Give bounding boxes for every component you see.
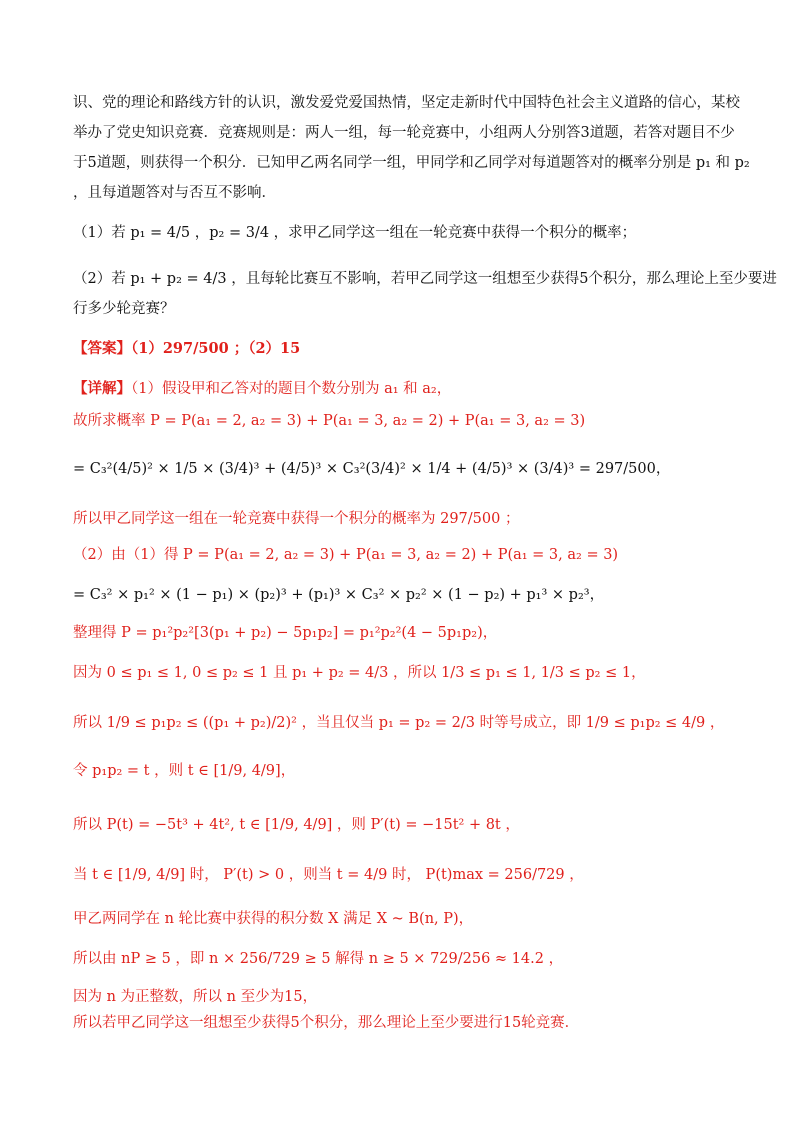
detail-line-14: 所以由 nP ≥ 5 ，即 n × 256/729 ≥ 5 解得 n ≥ 5 × 729/256 ≈ 14.2 ，: [73, 951, 564, 967]
problem-line-4: ，且每道题答对与否互不影响．: [73, 185, 276, 201]
detail-line-11: 所以 P(t) = −5t³ + 4t², t ∈ [1/9, 4/9] ，则 P′(t) = −15t² + 8t ，: [73, 817, 520, 833]
answer-line: [73, 338, 733, 360]
question-1: （1）若 p₁ = 4/5 ，p₂ = 3/4 ，求甲乙同学这一组在一轮竞赛中获得一个积分的概率；: [73, 225, 637, 241]
detail-line-3: = C₃²(4/5)² × 1/5 × (3/4)³ + (4/5)³ × C₃²(3/4)² × 1/4 + (4/5)³ × (3/4)³ = 297/500，: [73, 461, 671, 477]
detail-line-10: 令 p₁p₂ = t ，则 t ∈ [1/9, 4/9]，: [73, 763, 296, 779]
detail-line-2: 故所求概率 P = P(a₁ = 2, a₂ = 3) + P(a₁ = 3, a₂ = 2) + P(a₁ = 3, a₂ = 3): [73, 413, 586, 429]
detail-line-6: = C₃² × p₁² × (1 − p₁) × (p₂)³ + (p₁)³ × C₃² × p₂² × (1 − p₂) + p₁³ × p₂³，: [73, 587, 605, 603]
question-2-cont: 行多少轮竞赛？: [73, 301, 175, 317]
detail-line-5: （2）由（1）得 P = P(a₁ = 2, a₂ = 3) + P(a₁ = 3, a₂ = 2) + P(a₁ = 3, a₂ = 3): [73, 547, 619, 563]
detail-line-8: 因为 0 ≤ p₁ ≤ 1, 0 ≤ p₂ ≤ 1 且 p₁ + p₂ = 4/3 ，所以 1/3 ≤ p₁ ≤ 1, 1/3 ≤ p₂ ≤ 1，: [73, 665, 646, 681]
detail-line-4: 所以甲乙同学这一组在一轮竞赛中获得一个积分的概率为 297/500 ；: [73, 511, 520, 527]
detail-line-1: 【详解】（1）假设甲和乙答对的题目个数分别为 a₁ 和 a₂，: [73, 380, 452, 397]
answer-text: （1）297/500 ；（2）15: [131, 340, 301, 357]
detail-line-15: 因为 n 为正整数，所以 n 至少为15，: [73, 989, 318, 1005]
problem-line-2: 举办了党史知识竞赛．竞赛规则是：两人一组，每一轮竞赛中，小组两人分别答3道题，若答对题目不少: [73, 125, 735, 141]
detail-line-9: 所以 1/9 ≤ p₁p₂ ≤ ((p₁ + p₂)/2)² ，当且仅当 p₁ = p₂ = 2/3 时等号成立，即 1/9 ≤ p₁p₂ ≤ 4/9 ，: [73, 715, 725, 731]
detail-line-12: 当 t ∈ [1/9, 4/9] 时， P′(t) > 0 ，则当 t = 4/9 时， P(t)max = 256/729 ，: [73, 867, 584, 883]
detail-line-13: 甲乙两同学在 n 轮比赛中获得的积分数 X 满足 X ~ B(n, P)，: [73, 911, 474, 927]
detail-line-7: 整理得 P = p₁²p₂²[3(p₁ + p₂) − 5p₁p₂] = p₁²p₂²(4 − 5p₁p₂)，: [73, 625, 498, 641]
detail-label: 【详解】: [73, 380, 131, 397]
problem-line-1: 识、党的理论和路线方针的认识，激发爱党爱国热情，坚定走新时代中国特色社会主义道路的信心，某校: [73, 95, 740, 111]
question-2: （2）若 p₁ + p₂ = 4/3 ，且每轮比赛互不影响，若甲乙同学这一组想至少获得5个积分，那么理论上至少要进: [73, 271, 777, 287]
detail-line-16: 所以若甲乙同学这一组想至少获得5个积分，那么理论上至少要进行15轮竞赛．: [73, 1015, 580, 1031]
problem-line-3: 于5道题，则获得一个积分．已知甲乙两名同学一组，甲同学和乙同学对每道题答对的概率分别是 p₁ 和 p₂: [73, 155, 750, 171]
answer-label: 【答案】: [73, 340, 131, 357]
